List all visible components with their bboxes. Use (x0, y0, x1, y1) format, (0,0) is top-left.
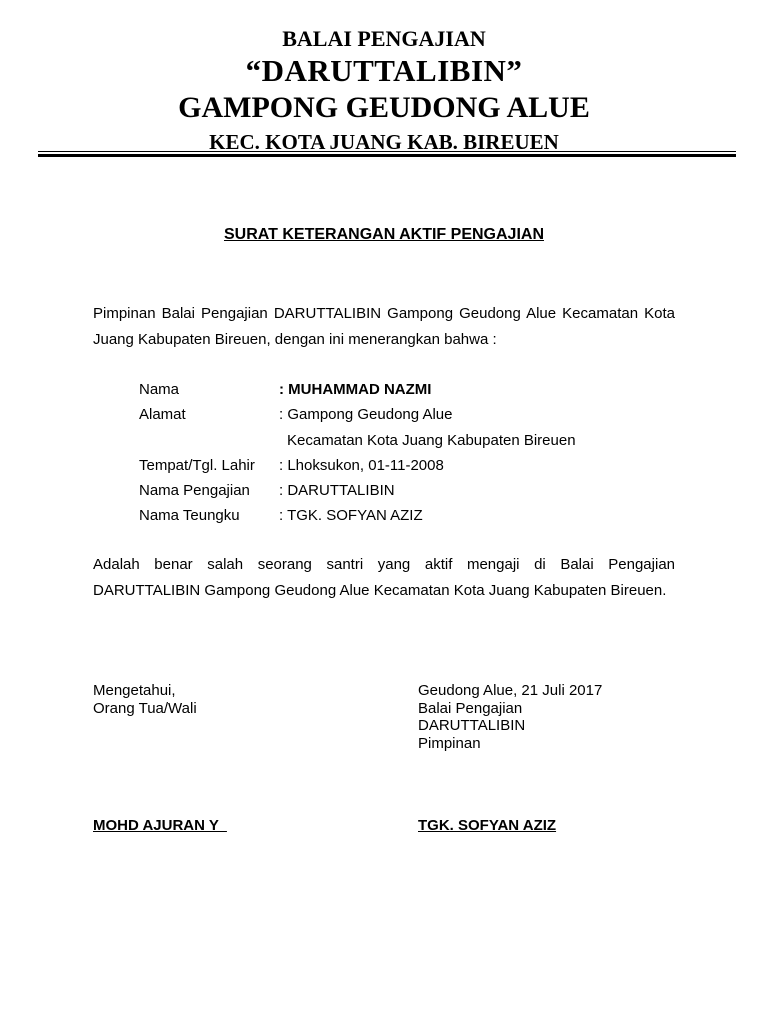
intro-paragraph: Pimpinan Balai Pengajian DARUTTALIBIN Gampong Geudong Alue Kecamatan Kota Juang Kabupaten Bireuen, dengan ini menerangkan bahwa : (93, 305, 675, 348)
letterhead (0, 24, 768, 156)
letterhead-name: “DARUTTALIBIN” (245, 53, 523, 88)
signature-right-line3: DARUTTALIBIN (418, 717, 526, 734)
letterhead-institution: BALAI PENGAJIAN (282, 26, 486, 51)
field-value: : TGK. SOFYAN AZIZ (279, 507, 423, 525)
letterhead-divider-thick (38, 154, 736, 157)
field-alamat (139, 402, 679, 427)
signature-block-right (418, 682, 602, 752)
signature-right-place-date: Geudong Alue, 21 Juli 2017 (418, 682, 603, 699)
field-label: Nama Teungku (139, 507, 240, 525)
signature-left-line2: Orang Tua/Wali (93, 699, 197, 717)
field-label: Tempat/Tgl. Lahir (139, 456, 255, 474)
field-label: Alamat (139, 406, 186, 424)
field-value: : Gampong Geudong Alue (279, 406, 453, 424)
signature-left-line1: Mengetahui, (93, 682, 176, 699)
statement-paragraph: Adalah benar salah seorang santri yang aktif mengaji di Balai Pengajian DARUTTALIBIN Gampong Geudong Alue Kecamatan Kota Juang Kabupaten Bireuen. (93, 556, 675, 599)
signer-name-left: MOHD AJURAN Y (93, 817, 227, 834)
signature-right-line2: Balai Pengajian (418, 699, 523, 717)
field-value: : MUHAMMAD NAZMI (279, 381, 432, 398)
field-label: Nama Pengajian (139, 482, 250, 500)
signer-name-right: TGK. SOFYAN AZIZ (418, 817, 557, 834)
field-value: : DARUTTALIBIN (279, 482, 395, 500)
signature-right-line4: Pimpinan (418, 734, 481, 752)
letterhead-district: KEC. KOTA JUANG KAB. BIREUEN (209, 130, 559, 154)
document-title: SURAT KETERANGAN AKTIF PENGAJIAN (223, 226, 544, 243)
signature-block-left (93, 682, 197, 717)
field-nama-teungku (139, 503, 679, 528)
letterhead-village: GAMPONG GEUDONG ALUE (178, 91, 590, 124)
field-label: Nama (139, 381, 180, 398)
field-nama-pengajian (139, 478, 679, 503)
field-value: : Lhoksukon, 01-11-2008 (279, 456, 444, 474)
identity-fields (139, 377, 679, 529)
field-tempat-tgl-lahir (139, 453, 679, 478)
field-nama (139, 377, 679, 402)
letterhead-divider-thin (38, 151, 736, 152)
field-alamat-continued: Kecamatan Kota Juang Kabupaten Bireuen (287, 431, 576, 449)
